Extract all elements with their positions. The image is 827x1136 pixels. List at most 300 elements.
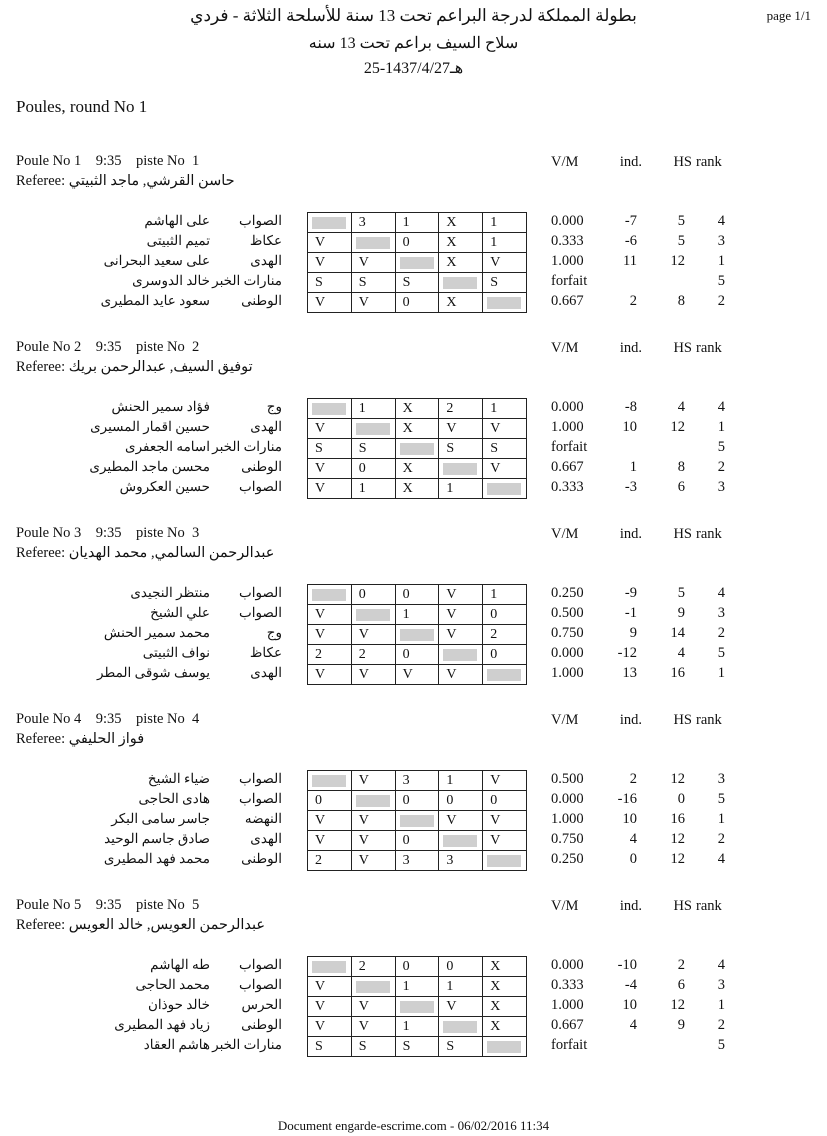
fencer-rank: 1 <box>717 665 725 681</box>
poule-referee: Referee: عبدالرحمن العويس, خالد العويس <box>16 917 266 933</box>
fencer-club: الوطنى <box>241 293 282 308</box>
fencer-club: الهدى <box>250 665 282 680</box>
fencer-hs: 12 <box>670 253 685 269</box>
fencer-hs: 12 <box>670 997 685 1013</box>
bout-cell: S <box>352 273 396 292</box>
fencer-rank: 4 <box>717 213 725 229</box>
bout-results-grid <box>307 458 527 478</box>
fencer-name: محسن ماجد المطيرى <box>89 459 210 474</box>
fencer-row <box>0 956 827 976</box>
poule-title: Poule No 1 9:35 piste No 1 <box>16 153 200 169</box>
fencer-hs: 4 <box>677 399 685 415</box>
fencer-hs: 4 <box>677 645 685 661</box>
bout-cell-self <box>396 439 440 458</box>
fencer-rank: 4 <box>717 585 725 601</box>
fencer-name: منتظر النجيدى <box>130 585 210 600</box>
document-title: بطولة المملكة لدرجة البراعم تحت 13 سنة للأسلحة الثلاثة - فردي <box>190 6 637 25</box>
column-header-ind: ind. <box>619 898 642 914</box>
bout-cell: V <box>483 811 527 830</box>
bout-cell-self <box>483 293 527 312</box>
fencer-row <box>0 272 827 292</box>
bout-cell: V <box>308 997 352 1016</box>
fencer-rank: 3 <box>717 977 725 993</box>
fencer-ind: -3 <box>624 479 637 495</box>
bout-cell-self <box>483 479 527 498</box>
fencer-name: طه الهاشم <box>150 957 210 972</box>
bout-cell-self <box>396 253 440 272</box>
poule-block <box>0 525 827 711</box>
bout-cell: V <box>308 479 352 498</box>
fencer-hs: 9 <box>677 1017 685 1033</box>
fencer-rank: 1 <box>717 997 725 1013</box>
bout-cell: V <box>352 997 396 1016</box>
bout-results-grid <box>307 830 527 850</box>
poule-title: Poule No 5 9:35 piste No 5 <box>16 897 200 913</box>
column-header-ind: ind. <box>619 526 642 542</box>
fencer-name: صادق جاسم الوحيد <box>104 831 210 846</box>
bout-cell: V <box>352 1017 396 1036</box>
fencer-club: النهضه <box>244 811 282 826</box>
fencer-club: الحرس <box>241 997 282 1012</box>
bout-cell: X <box>439 253 483 272</box>
fencer-name: على سعيد البحرانى <box>103 253 210 268</box>
bout-cell: V <box>439 997 483 1016</box>
bout-cell: V <box>352 851 396 870</box>
fencer-rank: 1 <box>717 419 725 435</box>
bout-cell: 2 <box>352 957 396 976</box>
fencer-rank: 2 <box>717 625 725 641</box>
bout-cell: 1 <box>483 233 527 252</box>
fencer-rank: 5 <box>717 645 725 661</box>
fencer-rank: 4 <box>717 957 725 973</box>
fencer-rank: 3 <box>717 771 725 787</box>
fencer-rank: 2 <box>717 1017 725 1033</box>
fencer-rank: 2 <box>717 293 725 309</box>
fencer-club: الوطنى <box>241 851 282 866</box>
fencer-ind: 1 <box>629 459 637 475</box>
fencer-ind: 9 <box>629 625 637 641</box>
bout-results-grid <box>307 956 527 976</box>
column-header-vm: V/M <box>551 340 579 356</box>
fencer-vm: 1.000 <box>551 253 584 269</box>
bout-cell: 0 <box>396 585 440 604</box>
bout-cell: V <box>352 771 396 790</box>
bout-cell: V <box>352 665 396 684</box>
fencer-ind: -10 <box>617 957 637 973</box>
fencer-ind: -9 <box>624 585 637 601</box>
bout-cell: V <box>308 665 352 684</box>
bout-cell-self <box>352 977 396 996</box>
bout-cell: 2 <box>308 851 352 870</box>
fencer-rank: 2 <box>717 831 725 847</box>
bout-cell: V <box>308 811 352 830</box>
bout-cell: 0 <box>396 791 440 810</box>
bout-cell: V <box>352 811 396 830</box>
bout-results-grid <box>307 790 527 810</box>
fencer-club: الصواب <box>238 977 282 992</box>
fencer-hs: 0 <box>677 791 685 807</box>
fencer-row <box>0 418 827 438</box>
fencer-row <box>0 232 827 252</box>
bout-cell-self <box>352 791 396 810</box>
bout-cell: 1 <box>396 977 440 996</box>
bout-cell: 2 <box>308 645 352 664</box>
bout-cell: 0 <box>308 791 352 810</box>
fencer-name: زياد فهد المطيرى <box>114 1017 210 1032</box>
fencer-rank: 3 <box>717 605 725 621</box>
fencer-vm: 0.500 <box>551 771 584 787</box>
poule-title: Poule No 3 9:35 piste No 3 <box>16 525 200 541</box>
bout-cell: V <box>439 625 483 644</box>
fencer-vm: 0.250 <box>551 851 584 867</box>
bout-results-grid <box>307 664 527 685</box>
bout-cell-self <box>308 399 352 418</box>
fencer-row <box>0 976 827 996</box>
bout-cell: V <box>483 253 527 272</box>
bout-cell: X <box>483 957 527 976</box>
bout-cell-self <box>439 1017 483 1036</box>
fencer-ind: 4 <box>629 1017 637 1033</box>
fencer-name: محمد سمير الحنش <box>103 625 210 640</box>
poule-block <box>0 339 827 525</box>
bout-cell: X <box>439 233 483 252</box>
fencer-club: الصواب <box>238 479 282 494</box>
fencer-vm: 0.000 <box>551 645 584 661</box>
bout-cell: 1 <box>396 213 440 232</box>
fencer-club: عكاظ <box>249 645 282 660</box>
fencer-row <box>0 252 827 272</box>
bout-cell: 2 <box>352 645 396 664</box>
fencer-club: الهدى <box>250 831 282 846</box>
bout-results-grid <box>307 292 527 313</box>
fencer-vm: 0.667 <box>551 1017 584 1033</box>
bout-cell: V <box>308 831 352 850</box>
fencer-club: وج <box>266 625 282 640</box>
column-header-vm: V/M <box>551 154 579 170</box>
fencer-vm: 0.333 <box>551 233 584 249</box>
bout-results-grid <box>307 418 527 438</box>
fencer-name: ضياء الشيخ <box>147 771 210 786</box>
fencer-ind: -16 <box>617 791 637 807</box>
fencer-club: منارات الخبر <box>212 273 282 288</box>
bout-cell: V <box>439 605 483 624</box>
fencer-rank: 5 <box>717 439 725 455</box>
bout-cell: 0 <box>352 459 396 478</box>
bout-results-grid <box>307 996 527 1016</box>
column-header-ind: ind. <box>619 712 642 728</box>
fencer-row <box>0 644 827 664</box>
bout-cell: V <box>483 771 527 790</box>
bout-cell: V <box>483 419 527 438</box>
fencer-rank: 5 <box>717 273 725 289</box>
fencer-row <box>0 790 827 810</box>
bout-results-grid <box>307 770 527 790</box>
bout-results-grid <box>307 604 527 624</box>
round-title: Poules, round No 1 <box>16 97 148 116</box>
column-header-vm: V/M <box>551 712 579 728</box>
fencer-vm: 1.000 <box>551 811 584 827</box>
fencer-row <box>0 604 827 624</box>
bout-cell: 0 <box>439 957 483 976</box>
bout-cell: 1 <box>352 479 396 498</box>
fencer-vm: 1.000 <box>551 997 584 1013</box>
fencer-vm: 0.333 <box>551 977 584 993</box>
fencer-vm: 0.000 <box>551 791 584 807</box>
fencer-club: الصواب <box>238 213 282 228</box>
bout-cell: 0 <box>396 293 440 312</box>
fencer-name: على الهاشم <box>144 213 210 228</box>
fencer-ind: 0 <box>629 851 637 867</box>
bout-cell: 3 <box>352 213 396 232</box>
fencer-name: فؤاد سمير الحنش <box>111 399 210 414</box>
bout-cell: X <box>439 213 483 232</box>
fencer-vm: 0.333 <box>551 479 584 495</box>
fencer-vm: 0.000 <box>551 399 584 415</box>
fencer-ind: -7 <box>624 213 637 229</box>
poule-block <box>0 711 827 897</box>
bout-cell: 0 <box>483 605 527 624</box>
fencer-club: الصواب <box>238 605 282 620</box>
fencer-name: محمد الحاجى <box>135 977 210 992</box>
fencer-vm: forfait <box>551 1037 588 1053</box>
fencer-club: الصواب <box>238 957 282 972</box>
fencer-name: اسامه الجعفرى <box>125 439 210 454</box>
column-header-vm: V/M <box>551 526 579 542</box>
fencer-name: جاسر سامى البكر <box>111 811 210 826</box>
fencer-ind: -6 <box>624 233 637 249</box>
bout-cell-self <box>439 645 483 664</box>
bout-cell-self <box>483 665 527 684</box>
fencer-row <box>0 1016 827 1036</box>
fencer-club: منارات الخبر <box>212 439 282 454</box>
fencer-club: الصواب <box>238 585 282 600</box>
fencer-name: تميم الثبيتى <box>146 233 210 248</box>
bout-cell-self <box>352 605 396 624</box>
bout-cell: V <box>308 605 352 624</box>
poule-title: Poule No 4 9:35 piste No 4 <box>16 711 200 727</box>
bout-cell: 3 <box>439 851 483 870</box>
fencer-hs: 16 <box>670 811 685 827</box>
bout-results-grid <box>307 976 527 996</box>
fencer-vm: 1.000 <box>551 419 584 435</box>
page-number: page 1/1 <box>766 8 811 23</box>
fencer-hs: 2 <box>677 957 685 973</box>
bout-results-grid <box>307 272 527 292</box>
bout-cell: 1 <box>396 1017 440 1036</box>
fencer-name: هاشم العقاد <box>143 1037 210 1052</box>
bout-cell-self <box>352 233 396 252</box>
bout-results-grid <box>307 810 527 830</box>
bout-cell: 0 <box>439 791 483 810</box>
column-header-hs: HS <box>673 154 692 170</box>
bout-cell: V <box>308 459 352 478</box>
bout-cell: 0 <box>396 233 440 252</box>
fencer-row <box>0 212 827 232</box>
bout-cell: 1 <box>483 399 527 418</box>
poule-block <box>0 897 827 1083</box>
fencer-club: الوطنى <box>241 1017 282 1032</box>
fencer-club: الهدى <box>250 253 282 268</box>
fencer-row <box>0 292 827 312</box>
poule-title: Poule No 2 9:35 piste No 2 <box>16 339 200 355</box>
bout-cell-self <box>439 831 483 850</box>
bout-cell: 0 <box>396 645 440 664</box>
fencer-row <box>0 1036 827 1056</box>
fencer-club: عكاظ <box>249 233 282 248</box>
fencer-row <box>0 584 827 604</box>
fencer-ind: -12 <box>617 645 637 661</box>
bout-cell-self <box>308 771 352 790</box>
bout-cell-self <box>396 997 440 1016</box>
bout-results-grid <box>307 478 527 499</box>
fencer-hs: 8 <box>677 459 685 475</box>
poule-referee: Referee: توفيق السيف, عبدالرحمن بريك <box>16 359 253 375</box>
fencer-rank: 1 <box>717 253 725 269</box>
bout-cell: 1 <box>396 605 440 624</box>
fencer-row <box>0 830 827 850</box>
fencer-ind: 2 <box>629 771 637 787</box>
fencer-name: سعود عايد المطيرى <box>100 293 210 308</box>
fencer-rank: 5 <box>717 1037 725 1053</box>
bout-cell: V <box>308 625 352 644</box>
bout-results-grid <box>307 850 527 871</box>
bout-cell: 0 <box>396 957 440 976</box>
fencer-row <box>0 770 827 790</box>
bout-cell: V <box>308 253 352 272</box>
bout-cell: 2 <box>439 399 483 418</box>
column-header-rank: rank <box>696 898 722 914</box>
fencer-hs: 6 <box>677 479 685 495</box>
fencer-hs: 5 <box>677 585 685 601</box>
bout-cell: V <box>308 1017 352 1036</box>
footer: Document engarde-escrime.com - 06/02/2016 11:34 <box>277 1118 550 1133</box>
fencer-vm: forfait <box>551 273 588 289</box>
fencer-row <box>0 810 827 830</box>
bout-cell-self <box>308 957 352 976</box>
bout-results-grid <box>307 438 527 458</box>
bout-results-grid <box>307 644 527 664</box>
column-header-hs: HS <box>673 712 692 728</box>
bout-results-grid <box>307 252 527 272</box>
bout-cell: X <box>483 977 527 996</box>
bout-cell: 3 <box>396 771 440 790</box>
column-header-rank: rank <box>696 712 722 728</box>
fencer-ind: 10 <box>622 997 637 1013</box>
fencer-row <box>0 438 827 458</box>
bout-cell: V <box>483 459 527 478</box>
fencer-vm: 0.667 <box>551 293 584 309</box>
bout-cell-self <box>483 851 527 870</box>
column-header-vm: V/M <box>551 898 579 914</box>
bout-cell: 1 <box>483 213 527 232</box>
bout-cell: V <box>308 977 352 996</box>
column-header-rank: rank <box>696 526 722 542</box>
bout-cell: V <box>352 253 396 272</box>
fencer-name: حسين اقمار المسيرى <box>90 419 210 434</box>
fencer-hs: 12 <box>670 419 685 435</box>
bout-cell: S <box>308 1037 352 1056</box>
bout-cell: X <box>396 479 440 498</box>
fencer-row <box>0 458 827 478</box>
bout-cell: S <box>396 1037 440 1056</box>
fencer-vm: 0.667 <box>551 459 584 475</box>
fencer-vm: forfait <box>551 439 588 455</box>
fencer-rank: 3 <box>717 479 725 495</box>
fencer-name: خالد حوذان <box>147 997 210 1012</box>
fencer-rank: 2 <box>717 459 725 475</box>
fencer-club: وج <box>266 399 282 414</box>
bout-cell: 0 <box>352 585 396 604</box>
fencer-rank: 5 <box>717 791 725 807</box>
bout-cell-self <box>396 625 440 644</box>
fencer-row <box>0 850 827 870</box>
fencer-hs: 5 <box>677 213 685 229</box>
fencer-ind: 11 <box>623 253 637 269</box>
fencer-vm: 0.750 <box>551 625 584 641</box>
fencer-hs: 8 <box>677 293 685 309</box>
fencer-club: منارات الخبر <box>212 1037 282 1052</box>
bout-cell: 0 <box>483 645 527 664</box>
fencer-club: الصواب <box>238 791 282 806</box>
bout-cell-self <box>439 459 483 478</box>
bout-cell: V <box>396 665 440 684</box>
bout-cell: V <box>439 665 483 684</box>
bout-cell: S <box>439 1037 483 1056</box>
column-header-ind: ind. <box>619 340 642 356</box>
fencer-ind: -1 <box>624 605 637 621</box>
bout-results-grid <box>307 398 527 418</box>
bout-cell: 0 <box>396 831 440 850</box>
bout-cell-self <box>396 811 440 830</box>
fencer-hs: 16 <box>670 665 685 681</box>
bout-cell: V <box>439 811 483 830</box>
bout-cell: V <box>439 585 483 604</box>
bout-cell: V <box>352 293 396 312</box>
bout-cell: S <box>352 439 396 458</box>
fencer-name: هادى الحاجى <box>138 791 210 806</box>
bout-cell: 0 <box>483 791 527 810</box>
bout-cell: X <box>439 293 483 312</box>
fencer-hs: 9 <box>677 605 685 621</box>
fencer-hs: 5 <box>677 233 685 249</box>
bout-cell: V <box>308 419 352 438</box>
fencer-hs: 14 <box>670 625 685 641</box>
bout-cell: X <box>483 997 527 1016</box>
bout-cell: V <box>352 831 396 850</box>
poule-referee: Referee: حاسن القرشي, ماجد الثبيتي <box>16 173 235 189</box>
fencer-rank: 4 <box>717 851 725 867</box>
fencer-row <box>0 996 827 1016</box>
bout-cell: S <box>308 273 352 292</box>
bout-cell: S <box>308 439 352 458</box>
document-date: 25-1437/4/27هـ <box>363 60 464 77</box>
bout-results-grid <box>307 212 527 232</box>
bout-cell: V <box>308 233 352 252</box>
bout-cell: 1 <box>439 977 483 996</box>
column-header-rank: rank <box>696 340 722 356</box>
fencer-club: الصواب <box>238 771 282 786</box>
bout-cell: S <box>439 439 483 458</box>
fencer-ind: 4 <box>629 831 637 847</box>
bout-cell: 1 <box>439 771 483 790</box>
bout-cell: S <box>483 273 527 292</box>
bout-cell: V <box>352 625 396 644</box>
fencer-vm: 0.750 <box>551 831 584 847</box>
fencer-vm: 0.500 <box>551 605 584 621</box>
column-header-hs: HS <box>673 898 692 914</box>
bout-cell: X <box>396 399 440 418</box>
bout-results-grid <box>307 584 527 604</box>
